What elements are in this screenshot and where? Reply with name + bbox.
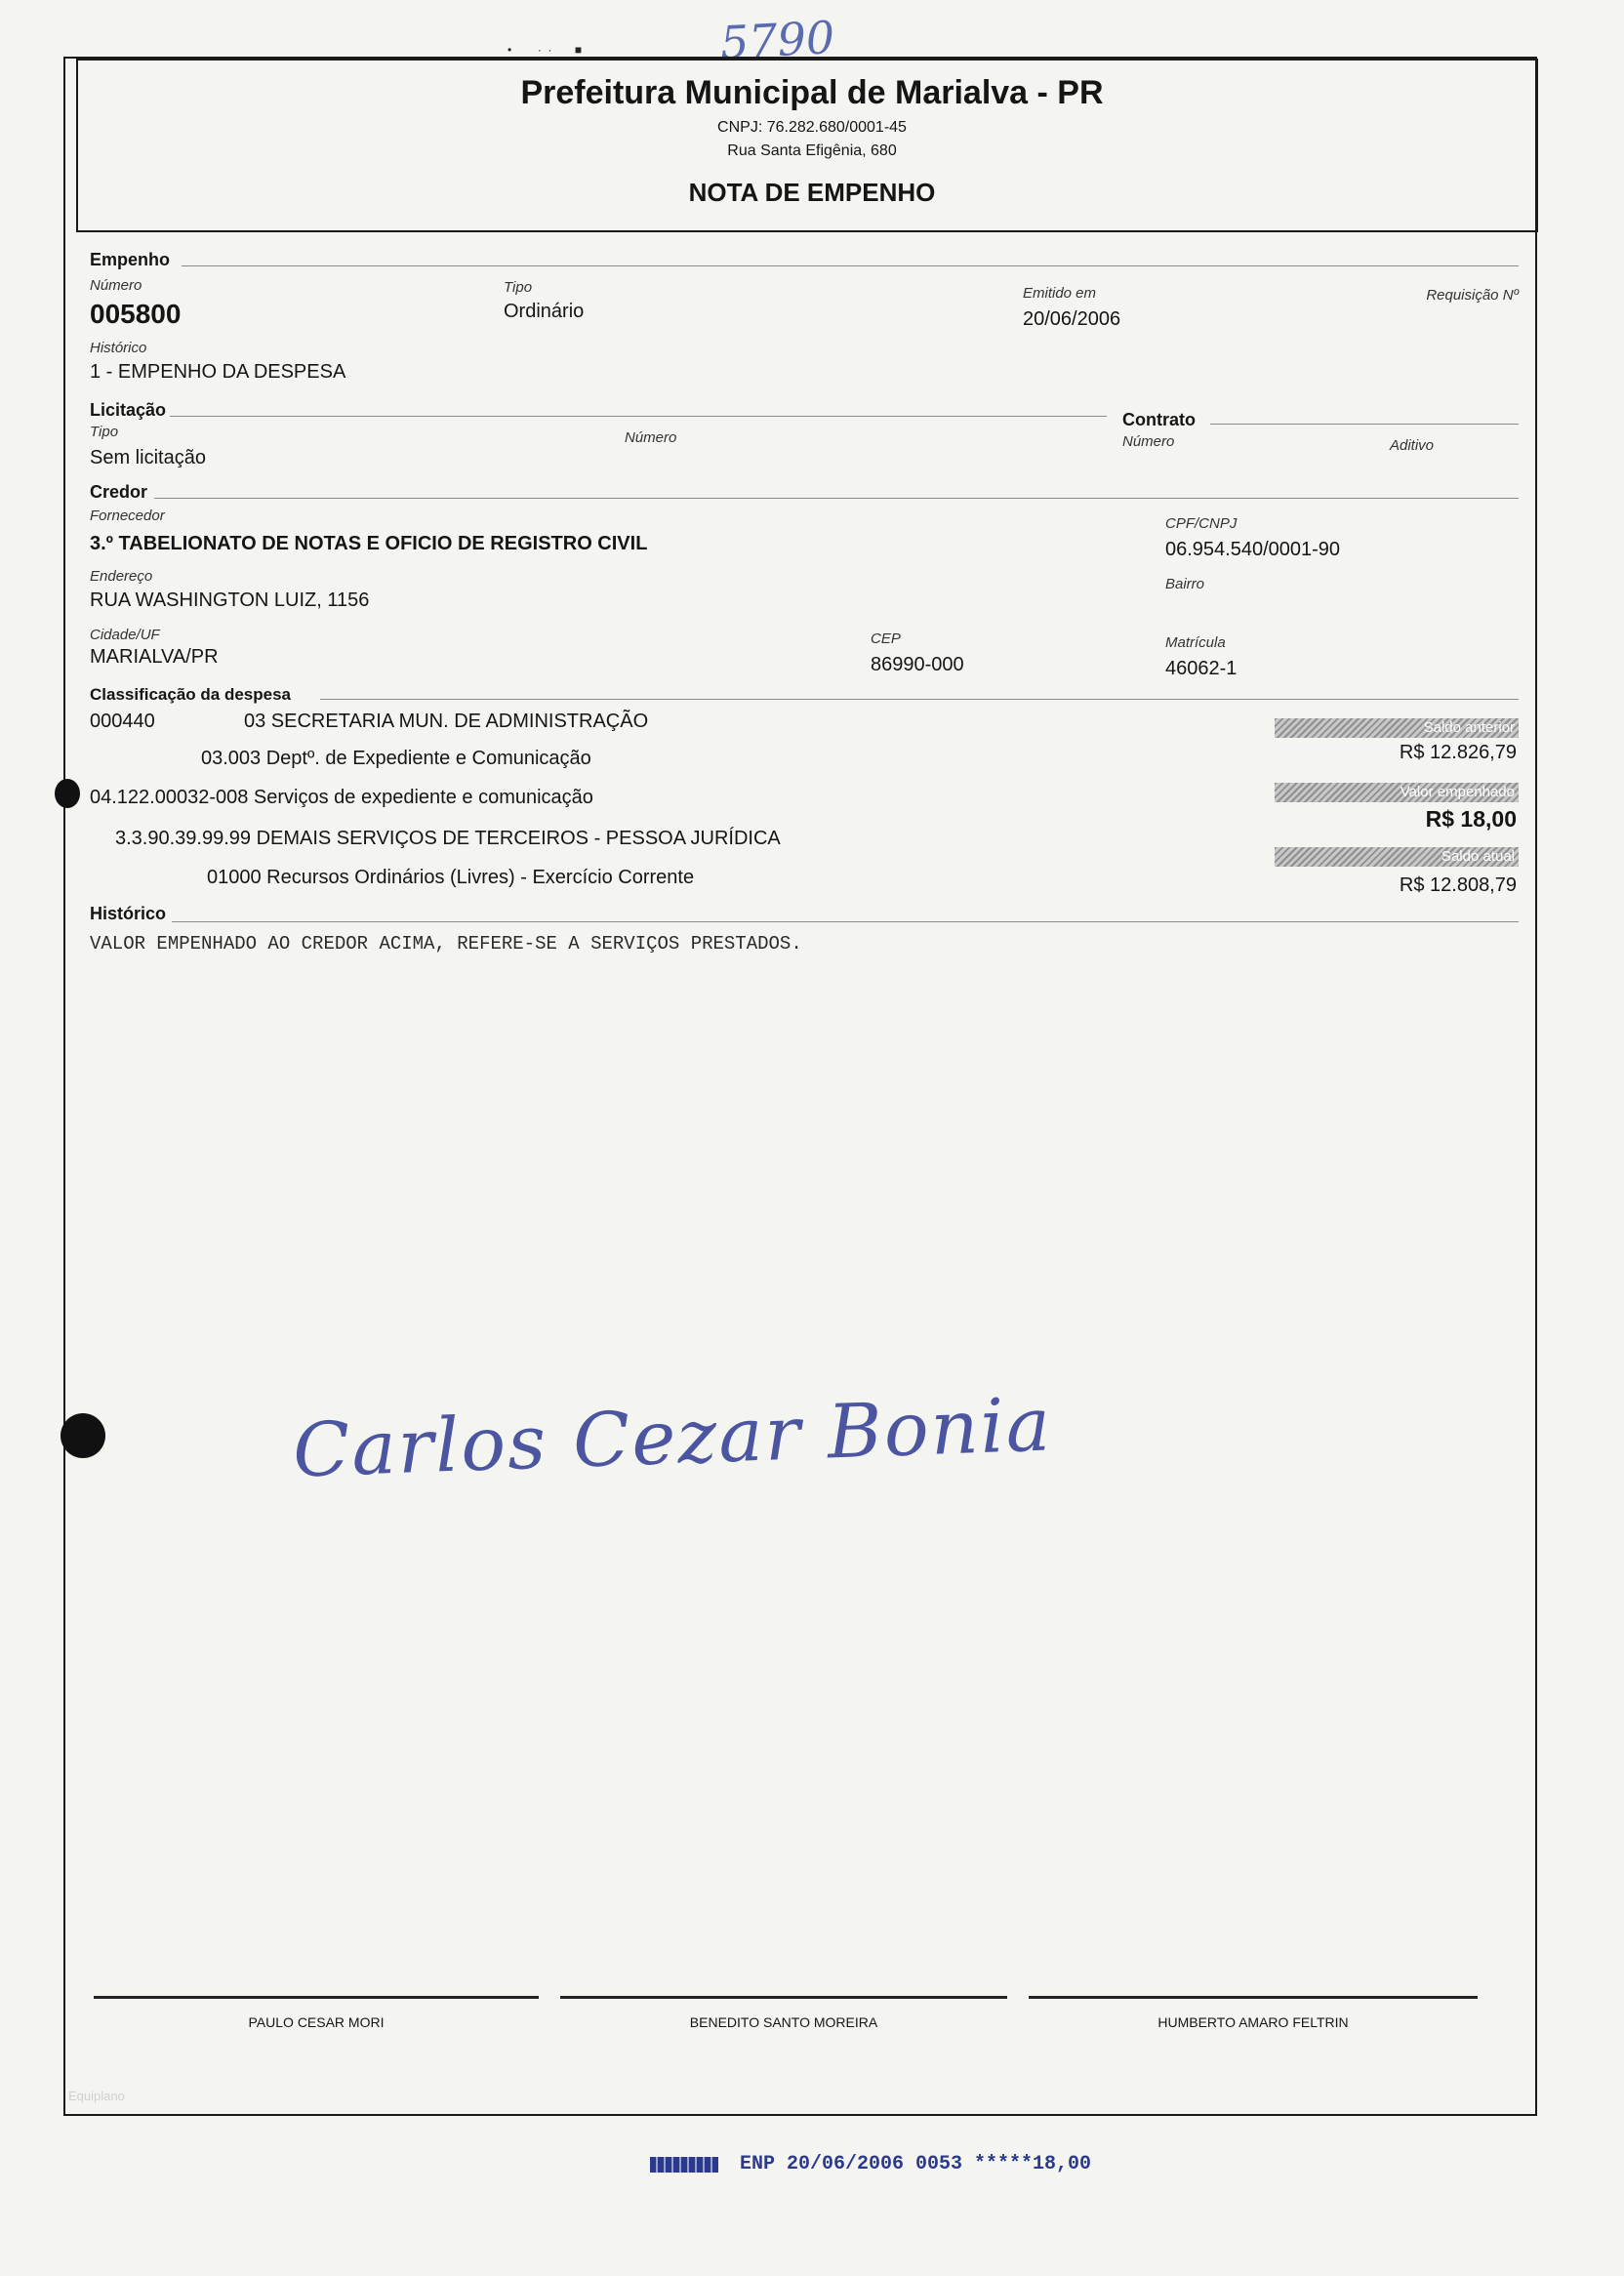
contrato-aditivo-label: Aditivo	[1390, 437, 1435, 454]
empenho-section: Empenho	[90, 250, 171, 269]
punch-hole-top	[55, 779, 80, 808]
cep-value: 86990-000	[871, 654, 964, 675]
footer-faded-text: Equiplano	[68, 2089, 125, 2103]
licitacao-tipo: Sem licitação	[90, 447, 206, 468]
signatory-1: PAULO CESAR MORI	[248, 2014, 385, 2030]
signature-line-2	[560, 1996, 1007, 1999]
class-line-6: 01000 Recursos Ordinários (Livres) - Exercício Corrente	[207, 867, 695, 888]
empenho-divider	[182, 265, 1519, 266]
print-stamp: ENP 20/06/2006 0053 *****18,00	[740, 2153, 1092, 2175]
matricula-value: 46062-1	[1165, 658, 1238, 679]
saldo-anterior-label: Saldo anterior	[1275, 718, 1519, 738]
header-address: Rua Santa Efigênia, 680	[727, 142, 897, 159]
valor-empenhado-value: R$ 18,00	[1425, 806, 1517, 832]
cidade-label: Cidade/UF	[90, 627, 160, 643]
empenho-tipo-label: Tipo	[504, 279, 533, 296]
cpf-label: CPF/CNPJ	[1165, 515, 1238, 532]
endereco-value: RUA WASHINGTON LUIZ, 1156	[90, 589, 370, 611]
endereco-label: Endereço	[90, 568, 153, 585]
classificacao-section: Classificação da despesa	[90, 685, 292, 704]
matricula-label: Matrícula	[1165, 634, 1226, 651]
requisicao-label: Requisição Nº	[1426, 287, 1519, 304]
historico-text: VALOR EMPENHADO AO CREDOR ACIMA, REFERE-SE A SERVIÇOS PRESTADOS.	[90, 933, 802, 955]
handwritten-signature: Carlos Cezar Bonia	[291, 1380, 1054, 1494]
empenho-numero-label: Número	[90, 277, 142, 294]
historico-section: Histórico	[90, 904, 167, 923]
class-line-2: 03 SECRETARIA MUN. DE ADMINISTRAÇÃO	[244, 711, 649, 732]
stamp-logo	[650, 2157, 718, 2173]
header-cnpj: CNPJ: 76.282.680/0001-45	[717, 119, 907, 136]
punch-hole-bottom	[61, 1413, 105, 1458]
signature-line-1	[94, 1996, 539, 1999]
licitacao-tipo-label: Tipo	[90, 424, 119, 440]
classificacao-divider	[320, 699, 1519, 700]
class-line-5: 3.3.90.39.99.99 DEMAIS SERVIÇOS DE TERCEIROS - PESSOA JURÍDICA	[115, 828, 781, 849]
handwritten-number: 5790	[718, 10, 836, 70]
cpf-value: 06.954.540/0001-90	[1165, 539, 1341, 560]
cidade-value: MARIALVA/PR	[90, 646, 219, 668]
licitacao-divider	[170, 416, 1107, 417]
licitacao-section: Licitação	[90, 400, 167, 420]
empenho-historico: 1 - EMPENHO DA DESPESA	[90, 361, 346, 383]
emitido-label: Emitido em	[1023, 285, 1097, 302]
credor-divider	[154, 498, 1519, 499]
saldo-atual-label: Saldo atual	[1275, 847, 1519, 867]
saldo-anterior-value: R$ 12.826,79	[1399, 742, 1517, 763]
empenho-numero: 005800	[90, 299, 182, 329]
doc-title: NOTA DE EMPENHO	[688, 178, 936, 207]
page-title: Prefeitura Municipal de Marialva - PR	[520, 74, 1104, 111]
signatory-2: BENEDITO SANTO MOREIRA	[689, 2014, 878, 2030]
licitacao-numero-label: Número	[625, 429, 677, 446]
class-line-3: 03.003 Deptº. de Expediente e Comunicação	[201, 748, 591, 769]
contrato-divider	[1210, 424, 1519, 425]
scan-marks: • · · ■	[508, 43, 583, 57]
credor-section: Credor	[90, 482, 148, 502]
emitido-date: 20/06/2006	[1023, 308, 1121, 330]
fornecedor-label: Fornecedor	[90, 508, 165, 524]
fornecedor-name: 3.º TABELIONATO DE NOTAS E OFICIO DE REGISTRO CIVIL	[90, 533, 648, 554]
contrato-section: Contrato	[1122, 410, 1196, 429]
class-line-4: 04.122.00032-008 Serviços de expediente e comunicação	[90, 787, 593, 808]
empenho-tipo: Ordinário	[504, 301, 585, 322]
class-line-1: 000440	[90, 711, 155, 732]
historico-divider	[172, 921, 1519, 922]
signature-line-3	[1029, 1996, 1478, 1999]
saldo-atual-value: R$ 12.808,79	[1399, 874, 1517, 896]
signatory-3: HUMBERTO AMARO FELTRIN	[1157, 2014, 1349, 2030]
valor-empenhado-label: Valor empenhado	[1275, 783, 1519, 802]
bairro-label: Bairro	[1165, 576, 1205, 592]
empenho-historico-label: Histórico	[90, 340, 147, 356]
contrato-numero-label: Número	[1122, 433, 1175, 450]
cep-label: CEP	[871, 630, 901, 647]
